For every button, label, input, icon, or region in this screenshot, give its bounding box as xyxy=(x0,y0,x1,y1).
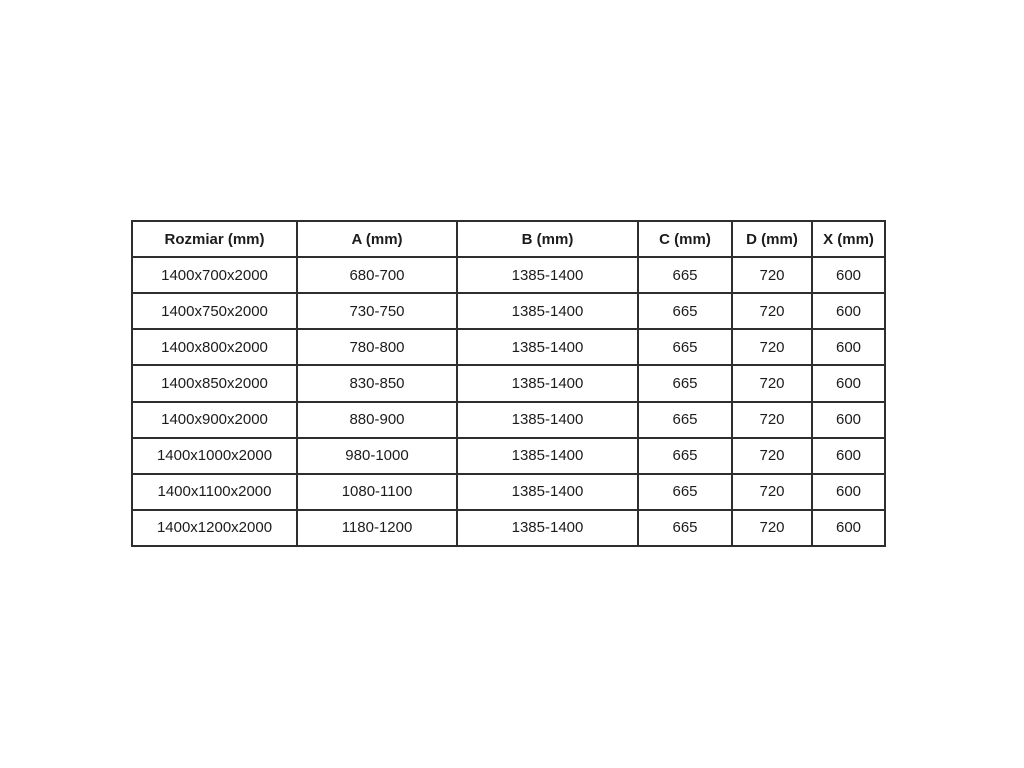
table-cell: 1385-1400 xyxy=(457,329,638,365)
table-cell: 665 xyxy=(638,474,732,510)
table-cell: 720 xyxy=(732,329,812,365)
table-cell: 730-750 xyxy=(297,293,457,329)
table-cell: 1385-1400 xyxy=(457,365,638,401)
table-row xyxy=(132,474,885,510)
table-row xyxy=(132,510,885,546)
table-cell: 880-900 xyxy=(297,402,457,438)
table-cell: 665 xyxy=(638,365,732,401)
header-cell-a: A (mm) xyxy=(297,221,457,257)
table-cell: 1180-1200 xyxy=(297,510,457,546)
table-row xyxy=(132,365,885,401)
table-cell: 1400x900x2000 xyxy=(132,402,297,438)
table-cell: 1080-1100 xyxy=(297,474,457,510)
table-row xyxy=(132,438,885,474)
table-cell: 1400x700x2000 xyxy=(132,257,297,293)
table-cell: 600 xyxy=(812,474,885,510)
dimension-table xyxy=(131,220,886,547)
table-cell: 780-800 xyxy=(297,329,457,365)
table-cell: 1400x850x2000 xyxy=(132,365,297,401)
header-cell-c: C (mm) xyxy=(638,221,732,257)
table-cell: 1385-1400 xyxy=(457,438,638,474)
table-cell: 600 xyxy=(812,510,885,546)
table-cell: 600 xyxy=(812,438,885,474)
table-cell: 720 xyxy=(732,365,812,401)
table-cell: 600 xyxy=(812,293,885,329)
header-row xyxy=(132,221,885,257)
table-cell: 720 xyxy=(732,293,812,329)
table-cell: 1400x750x2000 xyxy=(132,293,297,329)
table-row xyxy=(132,293,885,329)
table-cell: 720 xyxy=(732,257,812,293)
table-cell: 1385-1400 xyxy=(457,257,638,293)
table-cell: 1400x1100x2000 xyxy=(132,474,297,510)
table-cell: 720 xyxy=(732,474,812,510)
header-cell-x: X (mm) xyxy=(812,221,885,257)
table-cell: 830-850 xyxy=(297,365,457,401)
header-cell-rozmiar: Rozmiar (mm) xyxy=(132,221,297,257)
table-cell: 600 xyxy=(812,257,885,293)
table-cell: 1400x1000x2000 xyxy=(132,438,297,474)
header-cell-b: B (mm) xyxy=(457,221,638,257)
table-cell: 720 xyxy=(732,402,812,438)
table-cell: 665 xyxy=(638,257,732,293)
table-body xyxy=(132,257,885,546)
table-cell: 665 xyxy=(638,402,732,438)
table-cell: 665 xyxy=(638,510,732,546)
table-row xyxy=(132,257,885,293)
table-cell: 1400x800x2000 xyxy=(132,329,297,365)
table-cell: 665 xyxy=(638,438,732,474)
header-cell-d: D (mm) xyxy=(732,221,812,257)
table-header xyxy=(132,221,885,257)
table-cell: 600 xyxy=(812,329,885,365)
table-cell: 1385-1400 xyxy=(457,293,638,329)
table-cell: 1385-1400 xyxy=(457,402,638,438)
table-cell: 600 xyxy=(812,402,885,438)
table-cell: 1400x1200x2000 xyxy=(132,510,297,546)
table-cell: 665 xyxy=(638,329,732,365)
table-cell: 980-1000 xyxy=(297,438,457,474)
table-cell: 1385-1400 xyxy=(457,510,638,546)
table-cell: 720 xyxy=(732,510,812,546)
table-cell: 680-700 xyxy=(297,257,457,293)
table-cell: 600 xyxy=(812,365,885,401)
table-row xyxy=(132,402,885,438)
table-row xyxy=(132,329,885,365)
table-cell: 1385-1400 xyxy=(457,474,638,510)
table-cell: 665 xyxy=(638,293,732,329)
table-cell: 720 xyxy=(732,438,812,474)
